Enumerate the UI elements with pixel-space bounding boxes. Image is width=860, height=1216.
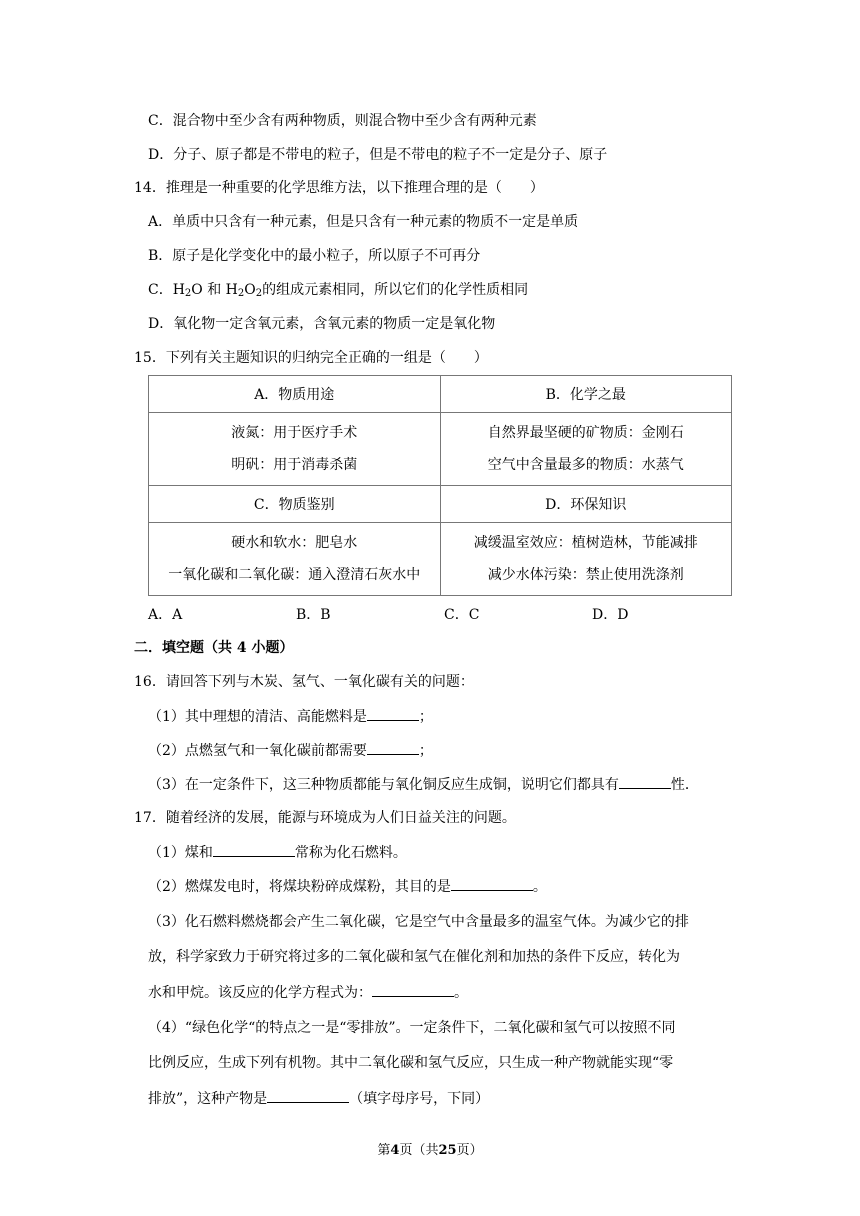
q17-part-4-line-3: 排放”，这种产物是 （填字母序号，下同） — [148, 1088, 489, 1109]
choice-d: D．D — [592, 607, 629, 623]
choice-b: B．B — [296, 607, 331, 623]
table-line: 空气中含量最多的物质：水蒸气 — [487, 457, 684, 473]
q16-part-3: （3）在一定条件下，这三种物质都能与氧化铜反应生成铜，说明它们都具有 性． — [148, 774, 699, 795]
table-line: 减少水体污染：禁止使用洗涤剂 — [487, 567, 684, 583]
q14-option-c: C．$H_2O$ 和 $H_2O_2$的组成元素相同，所以它们的化学性质相同 — [148, 282, 529, 299]
q17-part-4-line-1: （4）“绿色化学“的特点之一是“零排放”。一定条件下，二氧化碳和氢气可以按照不同 — [148, 1020, 676, 1036]
q17-stem: 17．随着经济的发展，能源与环境成为人们日益关注的问题。 — [134, 810, 516, 826]
table-cell-a-content — [149, 413, 441, 486]
q17-part-4-line-2: 比例反应，生成下列有机物。其中二氧化碳和氢气反应，只生成一种产物就能实现“零 — [148, 1055, 674, 1071]
q17-part-1: （1）煤和 常称为化石燃料。 — [148, 842, 407, 863]
q17-part-3-line-3: 水和甲烷。该反应的化学方程式为： 。 — [148, 982, 468, 1003]
q15-knowledge-table — [148, 375, 732, 596]
table-cell-b-content — [440, 413, 732, 486]
table-line: 减缓温室效应：植树造林，节能减排 — [473, 535, 698, 551]
answer-blank[interactable] — [619, 774, 671, 789]
table-cell-c-title: C．物质鉴别 — [149, 486, 441, 523]
q14-option-a: A．单质中只含有一种元素，但是只含有一种元素的物质不一定是单质 — [148, 214, 579, 230]
answer-blank[interactable] — [213, 842, 295, 857]
table-line: 一氧化碳和二氧化碳：通入澄清石灰水中 — [168, 567, 421, 583]
table-cell-b-title: B．化学之最 — [440, 376, 732, 413]
q13-option-d: D．分子、原子都是不带电的粒子，但是不带电的粒子不一定是分子、原子 — [148, 147, 608, 163]
table-line: 液氮：用于医疗手术 — [231, 425, 358, 441]
table-cell-a-title: A．物质用途 — [149, 376, 441, 413]
table-cell-d-title: D．环保知识 — [440, 486, 732, 523]
page-number: 4 — [390, 1143, 400, 1158]
q17-part-3-line-1: （3）化石燃料燃烧都会产生二氧化碳，它是空气中含量最多的温室气体。为减少它的排 — [148, 914, 689, 930]
answer-blank[interactable] — [372, 982, 454, 997]
q14-option-d: D．氧化物一定含氧元素，含氧元素的物质一定是氧化物 — [148, 316, 496, 332]
table-line: 硬水和软水：肥皂水 — [231, 535, 358, 551]
answer-blank[interactable] — [451, 876, 533, 891]
q14-option-b: B．原子是化学变化中的最小粒子，所以原子不可再分 — [148, 248, 481, 264]
table-cell-c-content — [149, 523, 441, 596]
page-footer: 第4页（共25页） — [377, 1143, 483, 1158]
answer-blank[interactable] — [367, 740, 419, 755]
table-line: 自然界最坚硬的矿物质：金刚石 — [487, 425, 684, 441]
section-title: 二．填空题（共 4 小题） — [134, 640, 294, 656]
q16-part-2: （2）点燃氢气和一氧化碳前都需要 ； — [148, 740, 433, 761]
answer-blank[interactable] — [267, 1088, 349, 1103]
q15-stem: 15．下列有关主题知识的归纳完全正确的一组是（ ） — [134, 350, 488, 366]
table-line: 明矾：用于消毒杀菌 — [231, 457, 358, 473]
page-total: 25 — [438, 1143, 457, 1158]
choice-c: C．C — [444, 607, 480, 623]
q17-part-2: （2）燃煤发电时，将煤块粉碎成煤粉，其目的是 。 — [148, 876, 547, 897]
q16-part-1: （1）其中理想的清洁、高能燃料是 ； — [148, 706, 433, 727]
q15-choices — [148, 604, 748, 624]
q14-stem: 14．推理是一种重要的化学思维方法，以下推理合理的是（ ） — [134, 180, 544, 196]
q16-stem: 16．请回答下列与木炭、氢气、一氧化碳有关的问题： — [134, 674, 474, 690]
q13-option-c: C．混合物中至少含有两种物质，则混合物中至少含有两种元素 — [148, 113, 537, 129]
table-cell-d-content — [440, 523, 732, 596]
choice-a: A．A — [148, 607, 183, 623]
q17-part-3-line-2: 放，科学家致力于研究将过多的二氧化碳和氢气在催化剂和加热的条件下反应，转化为 — [148, 949, 680, 965]
answer-blank[interactable] — [367, 706, 419, 721]
